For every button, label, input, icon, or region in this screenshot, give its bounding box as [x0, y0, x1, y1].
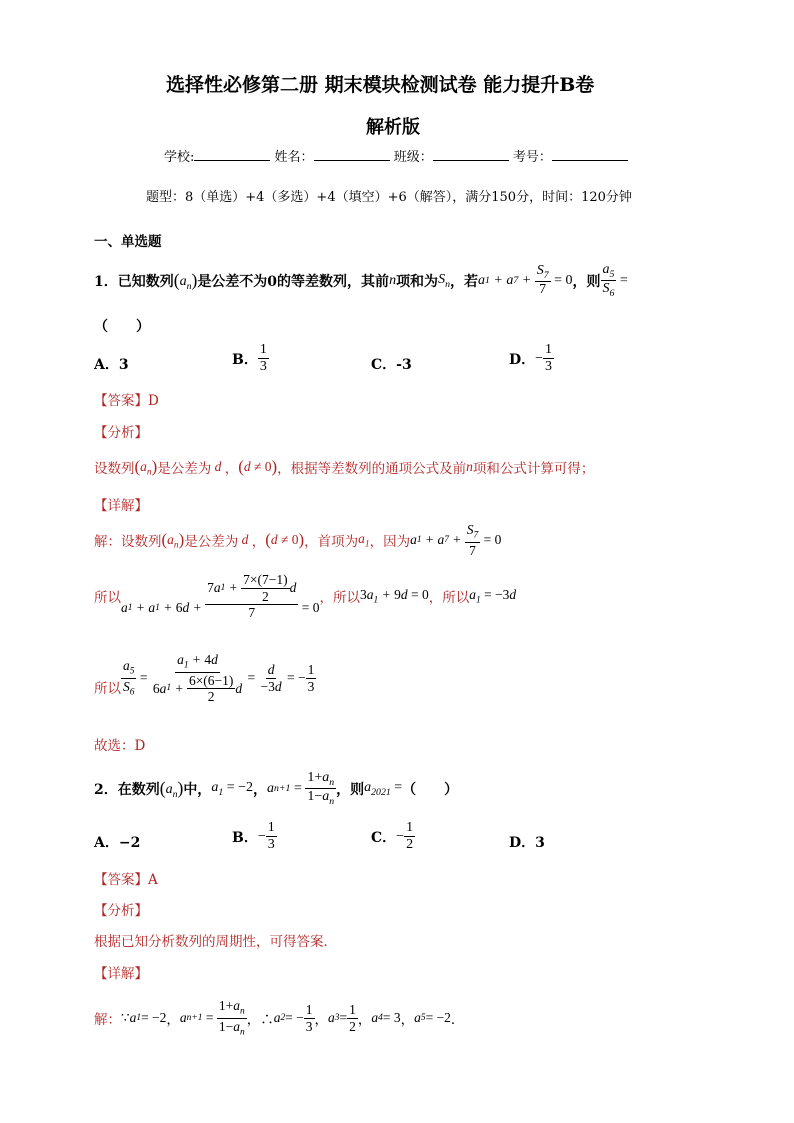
q1-answer	[94, 389, 159, 409]
q1-answer-value: D	[148, 393, 159, 409]
q2-option-b[interactable]: B． − $\frac{1}{3}$	[232, 820, 275, 853]
q2-detail-a: 解：	[94, 1012, 121, 1029]
q1-detail-b: 是公差为	[184, 534, 239, 551]
q1-condition: a 1 + a 7 + $\frac{S_7}{7}$ = 0	[477, 262, 573, 298]
q1-analysis-d: ，根据等差数列的通项公式及前	[277, 461, 467, 478]
q2-option-d[interactable]: D．3	[509, 835, 545, 851]
q1-analysis-e: 项和公式计算可得；	[472, 461, 595, 478]
q1-text-a: 1．已知数列	[94, 273, 174, 290]
exam-info: 题型：8（单选）+4（多选）+4（填空）+6（解答），满分150分，时间：120分钟	[146, 190, 632, 205]
q1-detail-d: ，因为	[369, 534, 411, 551]
school-blank[interactable]	[194, 160, 270, 161]
q1-option-c[interactable]: C．-3	[371, 357, 412, 373]
q2-answer-tag: 【答案】	[94, 872, 148, 888]
q1-Sn: $S_n$	[438, 271, 450, 290]
q1-text-b: 是公差不为0的等差数列，其前	[197, 273, 390, 290]
question-2-stem: 2．在数列 $(a_n)$ 中， $a_1 = -2$ ， a n+1 = $\frac{1+a_n}{1-a_n}$ ，则 $a_{2021}$ = （ ）	[94, 770, 459, 807]
q1-analysis-a: 设数列	[94, 461, 135, 478]
q1-option-a[interactable]: A．3	[94, 357, 129, 373]
document-subtitle: 解析版	[366, 117, 420, 138]
q1-sequence-an: $(a_n)$	[173, 269, 198, 292]
id-label: 考号：	[512, 150, 552, 165]
q2-answer-value: A	[148, 872, 158, 888]
q1-option-d-label: D．	[509, 351, 536, 368]
q2-text-b: 中，	[183, 781, 212, 798]
q1-analysis-tag: 【分析】	[94, 425, 148, 441]
q2-option-c-label: C．	[371, 829, 397, 846]
q1-so-1: 所以	[94, 590, 121, 607]
q1-detail-c: ，首项为	[304, 534, 359, 551]
q1-detail-a: 解：设数列	[94, 534, 162, 551]
q2-text-d: ，则	[336, 781, 365, 798]
q2-option-c[interactable]: C． − $\frac{1}{2}$	[371, 820, 414, 853]
student-info-line	[164, 146, 628, 165]
q1-detail-line-2: 所以 a 1 + a 1 + 6 d + 7 a 1 + $\frac{7\times(7-1)}{2}$ d 7 = 0 ，所以 $3a_1 + 9d = 0$ ，所以 $a_1 = -3d$	[94, 572, 517, 621]
section-heading: 一、单选题	[94, 234, 162, 250]
school-label: 学校:	[164, 150, 195, 165]
class-label: 班级：	[393, 150, 433, 165]
q2-analysis-tag: 【分析】	[94, 903, 148, 919]
q1-detail-line-3: 所以 $\frac{a_5}{S_6}$ = $a_1 + 4d$ 6 a 1 + $\frac{6\times(6-1)}{2}$ d = $\frac{d}{-3d}$ = − $\frac{1}{3}$	[94, 652, 315, 705]
q1-detail-line-1: 解：设数列 $(a_n)$ 是公差为 d ， (d ≠ 0) ，首项为 $a_1$ ，因为 a 1 + a 7 + $\frac{S_7}{7}$ = 0	[94, 522, 502, 558]
q2-analysis-text: 根据已知分析数列的周期性，可得答案．	[94, 934, 337, 950]
id-blank[interactable]	[552, 160, 628, 161]
q1-blank: （ ）	[94, 319, 150, 335]
q1-target: $\frac{a_5}{S_6}$ =	[602, 262, 628, 299]
q2-blank: （ ）	[402, 781, 459, 798]
q1-so-2: ，所以	[319, 590, 360, 607]
question-1-stem	[94, 262, 628, 299]
q1-text-e: ，则	[572, 273, 601, 290]
q2-text-c: ，	[253, 781, 268, 798]
q2-option-a[interactable]: A．−2	[94, 835, 141, 851]
q2-detail-tag: 【详解】	[94, 966, 148, 982]
q1-option-d[interactable]: D． − $\frac{1}{3}$	[509, 342, 553, 375]
q2-detail-line-1: 解： ∵ a 1 = −2 ， a n+1 = $\frac{1+a_n}{1-a_n}$ ，∴ a 2 = − $\frac{1}{3}$ ， a 3 = $\frac{1}{2}$ ， a 4 = 3 ， a 5 = −2 ．	[94, 998, 465, 1038]
q1-final: 故选：D	[94, 738, 146, 754]
q1-so-4: 所以	[94, 681, 121, 698]
q1-text-d: ，若	[449, 273, 478, 290]
q2-option-b-label: B．	[232, 829, 258, 846]
q1-n: n	[389, 272, 397, 288]
document-title: 选择性必修第二册 期末模块检测试卷 能力提升B卷	[166, 74, 595, 96]
q2-text-a: 2．在数列	[94, 781, 160, 798]
q1-analysis-c: ，	[224, 461, 239, 478]
q1-text-c: 项和为	[396, 273, 439, 290]
q1-option-d-value: $\frac{1}{3}$	[545, 342, 553, 375]
q1-option-b-value: $\frac{1}{3}$	[259, 342, 267, 375]
q1-analysis-b: 是公差为	[157, 461, 212, 478]
q1-detail-comma: ，	[251, 534, 266, 551]
q1-detail-tag: 【详解】	[94, 498, 148, 514]
class-blank[interactable]	[433, 160, 509, 161]
q1-answer-tag: 【答案】	[94, 393, 148, 409]
q1-option-b-label: B．	[232, 351, 258, 368]
q2-answer	[94, 868, 158, 888]
q1-so-3: ，所以	[428, 590, 470, 607]
name-blank[interactable]	[314, 160, 390, 161]
name-label: 姓名：	[274, 150, 314, 165]
q1-analysis-text: 设数列 $(a_n)$ 是公差为 d ， (d ≠ 0) ，根据等差数列的通项公式及前 n 项和公式计算可得；	[94, 457, 595, 478]
q1-option-b[interactable]	[232, 342, 269, 375]
